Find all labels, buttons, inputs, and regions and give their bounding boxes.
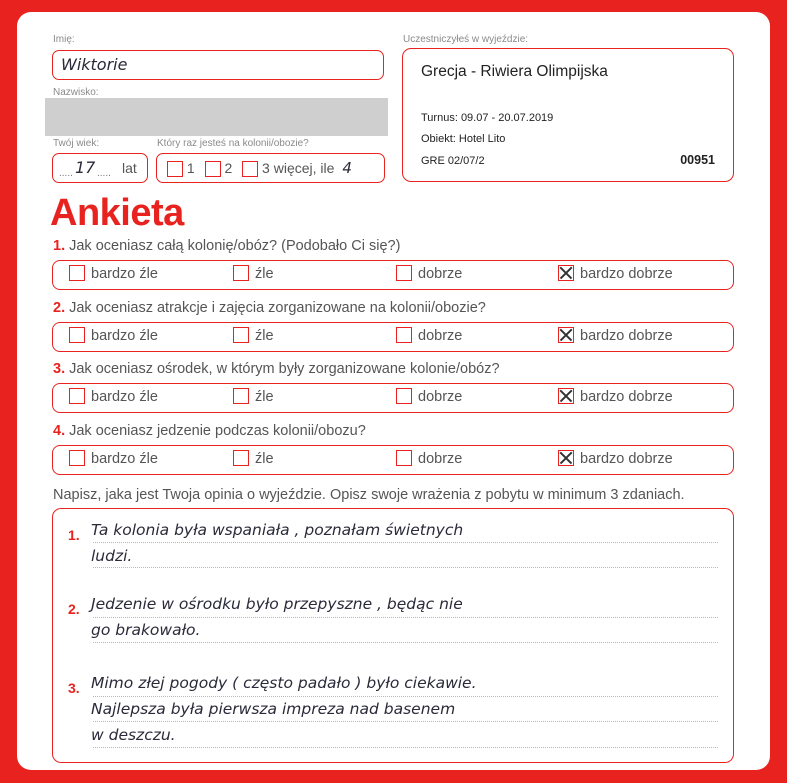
answer-checkbox[interactable] — [233, 388, 249, 404]
question-4 — [53, 423, 366, 439]
answer-label: dobrze — [418, 451, 463, 467]
opinion-handwritten-line: Mimo złej pogody ( często padało ) było ciekawie. — [91, 674, 477, 692]
answer-checkbox[interactable] — [233, 327, 249, 343]
answer-row-2 — [52, 322, 734, 352]
question-number: 2. — [53, 300, 66, 316]
name-value: Wiktorie — [61, 55, 128, 74]
answer-checkbox[interactable] — [396, 327, 412, 343]
answer-option[interactable] — [233, 328, 274, 344]
answer-checkbox[interactable] — [396, 450, 412, 466]
answer-checkbox[interactable] — [69, 388, 85, 404]
ruled-line — [93, 567, 718, 568]
answer-option[interactable] — [233, 451, 274, 467]
question-text: Jak oceniasz atrakcje i zajęcia zorganizowane na kolonii/obozie? — [65, 300, 486, 316]
answer-label: dobrze — [418, 389, 463, 405]
answer-checkbox[interactable] — [558, 265, 574, 281]
age-unit: lat — [122, 160, 137, 176]
age-field[interactable] — [52, 153, 148, 183]
answer-label: bardzo źle — [91, 266, 158, 282]
answer-label: źle — [255, 266, 274, 282]
answer-checkbox[interactable] — [69, 265, 85, 281]
opinion-handwritten-line: Jedzenie w ośrodku było przepyszne , będąc nie — [91, 595, 463, 613]
answer-option[interactable] — [558, 328, 673, 344]
answer-label: bardzo dobrze — [580, 266, 673, 282]
answer-label: bardzo źle — [91, 389, 158, 405]
answer-label: bardzo dobrze — [580, 451, 673, 467]
question-3 — [53, 361, 500, 377]
answer-option[interactable] — [558, 266, 673, 282]
trip-number: 00951 — [680, 153, 715, 167]
trip-box — [402, 48, 734, 182]
answer-row-4 — [52, 445, 734, 475]
age-dots-2: ..... — [97, 168, 111, 179]
answer-option[interactable] — [69, 266, 158, 282]
age-label: Twój wiek: — [53, 138, 100, 149]
ruled-line — [93, 696, 718, 697]
times-option-3: 3 więcej, ile — [262, 160, 335, 176]
answer-option[interactable] — [558, 389, 673, 405]
opinion-number: 1. — [68, 527, 80, 543]
age-dots: ..... — [59, 168, 73, 179]
opinion-box[interactable] — [52, 508, 734, 763]
name-label: Imię: — [53, 34, 75, 45]
answer-label: dobrze — [418, 266, 463, 282]
opinion-prompt: Napisz, jaka jest Twoja opinia o wyjeździe. Opisz swoje wrażenia z pobytu w minimum 3 zdaniach. — [53, 487, 685, 503]
opinion-handwritten-line: ludzi. — [91, 547, 133, 565]
ruled-line — [93, 542, 718, 543]
opinion-number: 3. — [68, 680, 80, 696]
answer-label: źle — [255, 451, 274, 467]
answer-label: bardzo źle — [91, 328, 158, 344]
answer-checkbox[interactable] — [396, 265, 412, 281]
answer-label: źle — [255, 389, 274, 405]
question-text: Jak oceniasz jedzenie podczas kolonii/obozu? — [65, 423, 366, 439]
surname-label: Nazwisko: — [53, 87, 99, 98]
question-2 — [53, 300, 486, 316]
opinion-handwritten-line: w deszczu. — [91, 726, 176, 744]
answer-checkbox[interactable] — [558, 327, 574, 343]
surname-redacted — [45, 98, 388, 136]
ruled-line — [93, 747, 718, 748]
answer-row-1 — [52, 260, 734, 290]
answer-label: źle — [255, 328, 274, 344]
trip-code: GRE 02/07/2 — [421, 155, 485, 167]
question-text: Jak oceniasz całą kolonię/obóz? (Podobało Ci się?) — [65, 238, 401, 254]
times-checkbox-2[interactable] — [205, 161, 221, 177]
opinion-number: 2. — [68, 601, 80, 617]
ruled-line — [93, 617, 718, 618]
opinion-handwritten-line: go brakowało. — [91, 621, 201, 639]
times-value: 4 — [342, 159, 352, 177]
ruled-line — [93, 642, 718, 643]
answer-option[interactable] — [233, 389, 274, 405]
trip-destination: Grecja - Riwiera Olimpijska — [421, 63, 608, 80]
answer-row-3 — [52, 383, 734, 413]
trip-turnus: Turnus: 09.07 - 20.07.2019 — [421, 112, 554, 124]
answer-option[interactable] — [396, 266, 462, 282]
times-checkbox-1[interactable] — [167, 161, 183, 177]
answer-option[interactable] — [69, 328, 158, 344]
answer-label: bardzo źle — [91, 451, 158, 467]
answer-checkbox[interactable] — [558, 388, 574, 404]
answer-option[interactable] — [396, 451, 462, 467]
times-field — [156, 153, 385, 183]
answer-label: bardzo dobrze — [580, 389, 673, 405]
answer-label: dobrze — [418, 328, 463, 344]
question-1 — [53, 238, 400, 254]
trip-label: Uczestniczyłeś w wyjeździe: — [403, 34, 529, 45]
name-field[interactable] — [52, 50, 384, 80]
answer-checkbox[interactable] — [396, 388, 412, 404]
opinion-handwritten-line: Najlepsza była pierwsza impreza nad basenem — [91, 700, 456, 718]
question-number: 1. — [53, 238, 66, 254]
answer-checkbox[interactable] — [233, 450, 249, 466]
question-number: 3. — [53, 361, 66, 377]
question-number: 4. — [53, 423, 66, 439]
answer-option[interactable] — [558, 451, 673, 467]
age-value: 17 — [75, 158, 96, 177]
page-title: Ankieta — [50, 192, 184, 234]
times-option-2: 2 — [224, 160, 233, 176]
times-label: Który raz jesteś na kolonii/obozie? — [157, 138, 309, 149]
opinion-handwritten-line: Ta kolonia była wspaniała , poznałam świetnych — [91, 521, 464, 539]
times-option-1: 1 — [186, 160, 195, 176]
answer-checkbox[interactable] — [69, 327, 85, 343]
answer-option[interactable] — [233, 266, 274, 282]
answer-option[interactable] — [396, 389, 462, 405]
ruled-line — [93, 721, 718, 722]
answer-option[interactable] — [396, 328, 462, 344]
trip-obiekt: Obiekt: Hotel Lito — [421, 133, 506, 145]
answer-checkbox[interactable] — [69, 450, 85, 466]
answer-checkbox[interactable] — [558, 450, 574, 466]
times-checkbox-3[interactable] — [242, 161, 258, 177]
answer-option[interactable] — [69, 451, 158, 467]
answer-checkbox[interactable] — [233, 265, 249, 281]
question-text: Jak oceniasz ośrodek, w którym były zorganizowane kolonie/obóz? — [65, 361, 500, 377]
answer-option[interactable] — [69, 389, 158, 405]
answer-label: bardzo dobrze — [580, 328, 673, 344]
